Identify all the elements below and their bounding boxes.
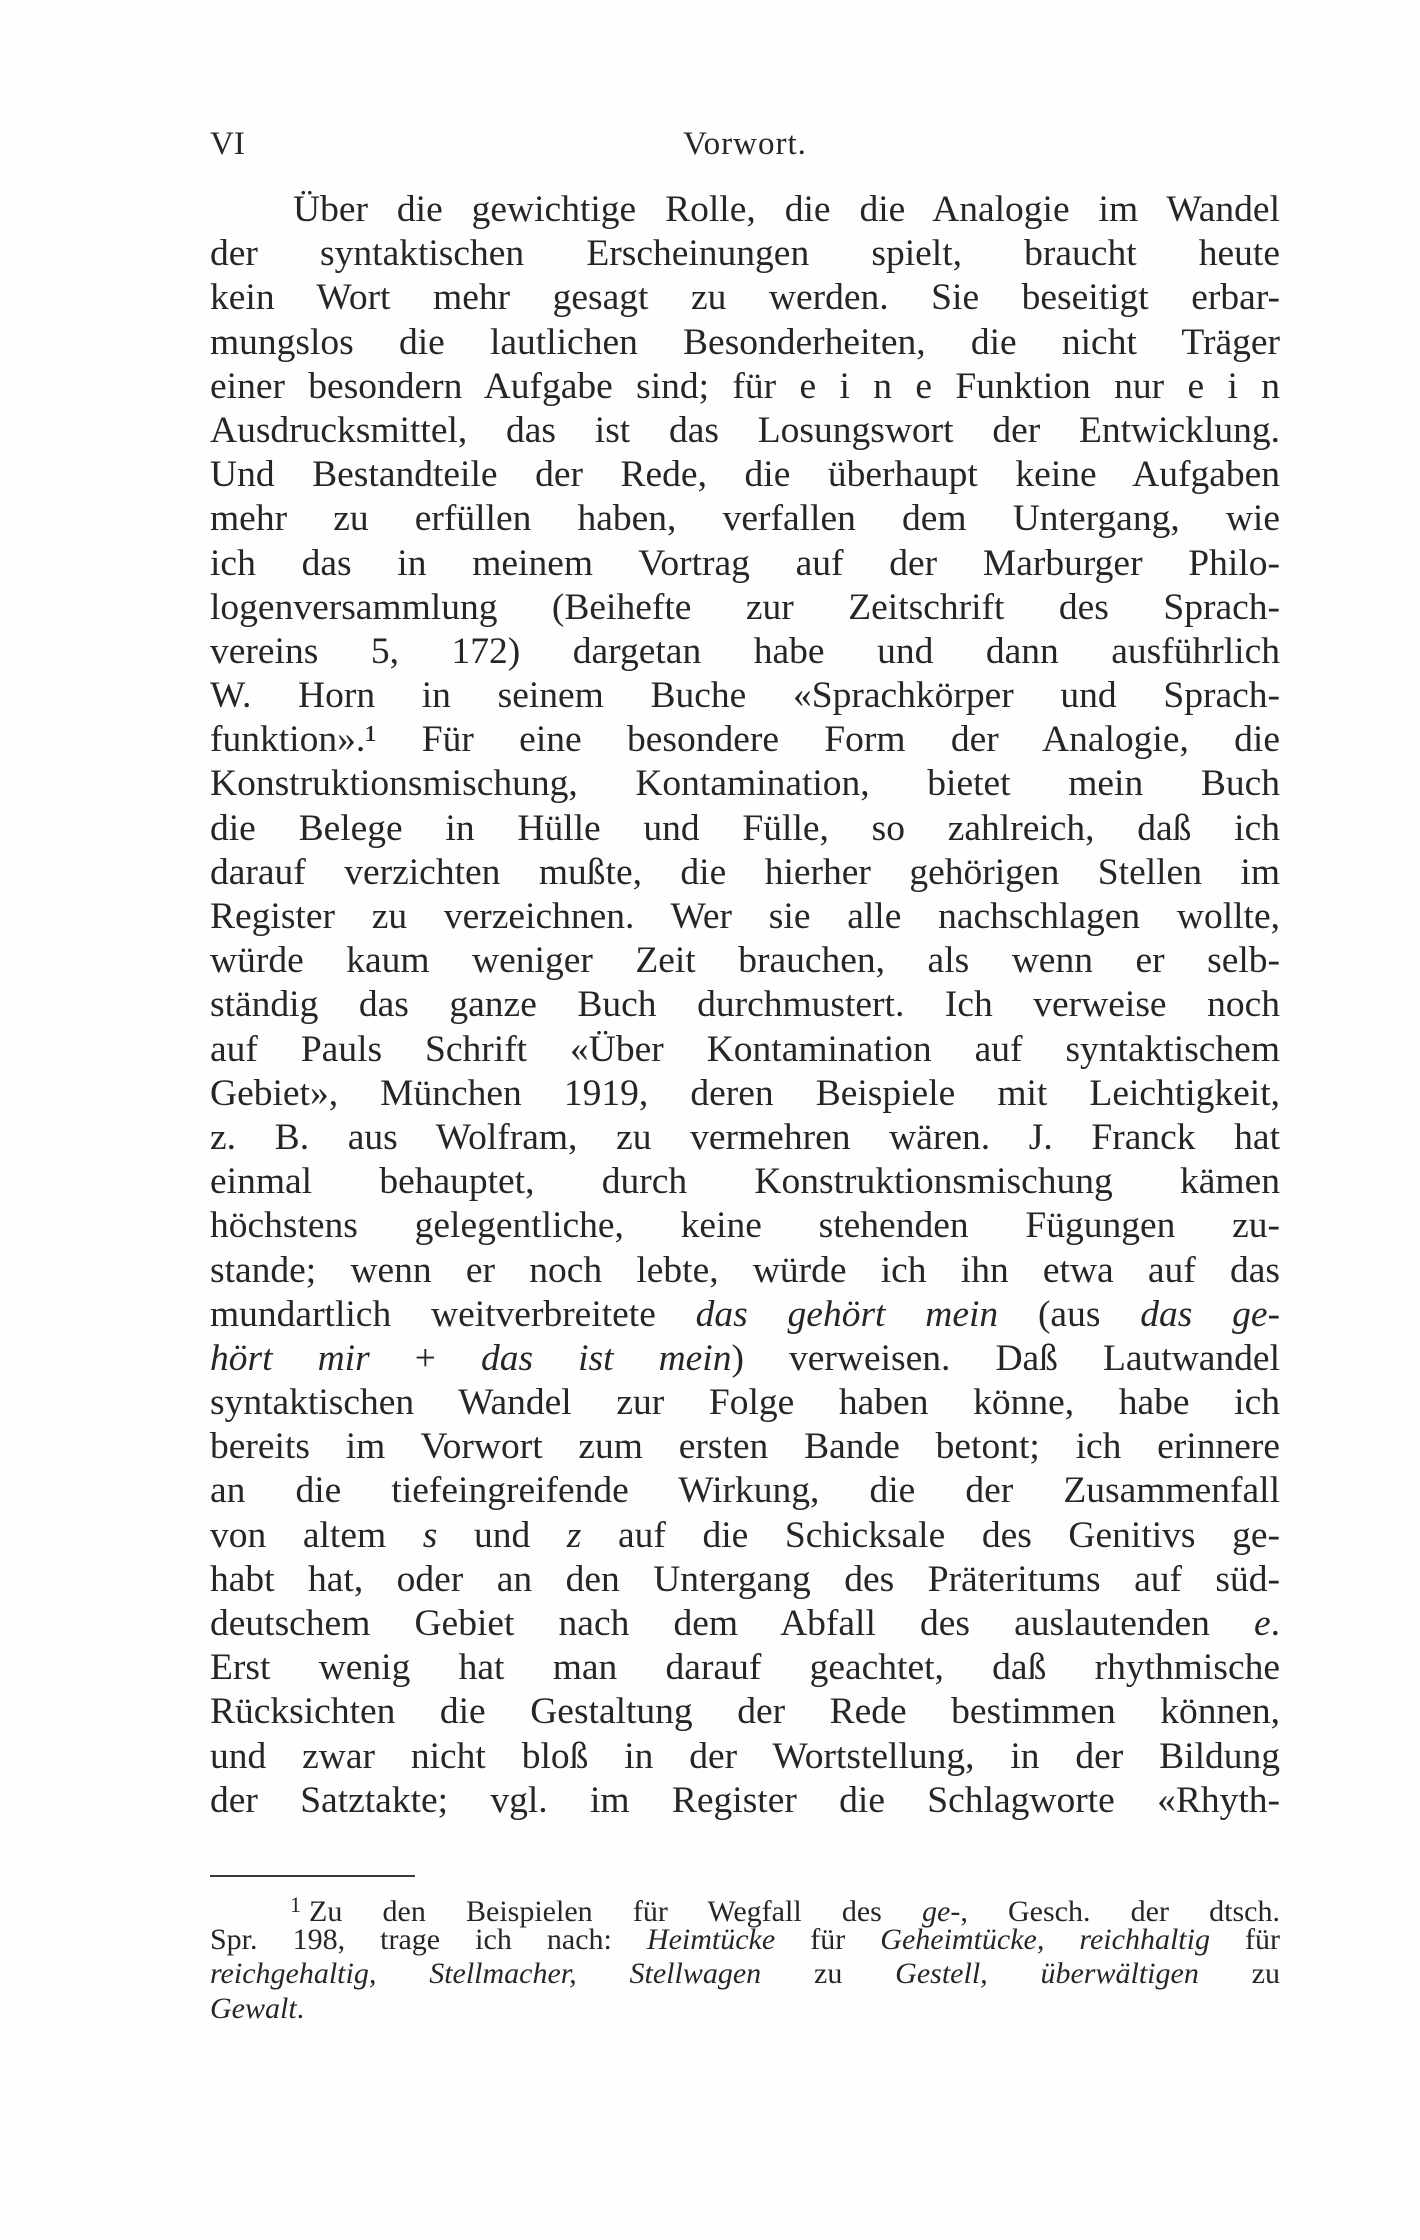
- italic-letter: z: [566, 1514, 582, 1556]
- text-segment: für: [1209, 1922, 1280, 1956]
- text-line: habt hat, oder an den Untergang des Präteritums auf süd-: [210, 1558, 1280, 1600]
- text-line: vereins 5, 172) dargetan habe und dann ausführlich: [210, 630, 1280, 672]
- text-segment: (aus: [998, 1293, 1141, 1335]
- text-line: Und Bestandteile der Rede, die überhaupt keine Aufgaben: [210, 454, 1280, 496]
- text-segment: .: [296, 1991, 305, 2025]
- text-line: logenversammlung (Beihefte zur Zeitschrift des Sprach-: [210, 586, 1280, 628]
- text-segment: .: [1270, 1603, 1280, 1644]
- text-segment: mundartlich weitverbreitete: [210, 1293, 696, 1335]
- italic-example: das ge-: [1140, 1293, 1280, 1335]
- text-line: der syntaktischen Erscheinungen spielt, braucht heute: [210, 233, 1280, 275]
- text-line: Erst wenig hat man darauf geachtet, daß rhythmische: [210, 1647, 1280, 1689]
- text-line: Rücksichten die Gestaltung der Rede bestimmen können,: [210, 1691, 1280, 1733]
- text-segment: Spr. 198, trage ich nach:: [210, 1922, 647, 1956]
- footnote-line: [210, 1888, 1280, 1928]
- text-line: kein Wort mehr gesagt zu werden. Sie beseitigt erbar-: [210, 277, 1280, 319]
- text-line: funktion».¹ Für eine besondere Form der Analogie, die: [210, 719, 1280, 761]
- text-line: einmal behauptet, durch Konstruktionsmischung kämen: [210, 1161, 1280, 1203]
- text-line: an die tiefeingreifende Wirkung, die der Zusammenfall: [210, 1470, 1280, 1512]
- text-segment: für: [775, 1922, 881, 1956]
- italic-letter: s: [422, 1514, 438, 1556]
- italic-example: das gehört mein: [695, 1293, 999, 1335]
- italic-example: das ist mein: [480, 1337, 732, 1379]
- text-line: bereits im Vorwort zum ersten Bande betont; ich erinnere: [210, 1426, 1280, 1468]
- footnote-marker: 1: [290, 1892, 301, 1917]
- text-line: mungslos die lautlichen Besonderheiten, die nicht Träger: [210, 321, 1280, 363]
- text-segment: deutschem Gebiet nach dem Abfall des auslautenden: [210, 1603, 1254, 1644]
- footnote-line: [210, 1992, 1280, 2027]
- italic-example: Geheimtücke, reichhaltig: [880, 1922, 1210, 1956]
- text-line: [210, 1602, 1280, 1646]
- text-line: darauf verzichten mußte, die hierher gehörigen Stellen im: [210, 851, 1280, 893]
- text-line: die Belege in Hülle und Fülle, so zahlreich, daß ich: [210, 807, 1280, 849]
- italic-example: Heimtücke: [646, 1922, 776, 1956]
- body-text: [210, 188, 1280, 1823]
- running-title: Vorwort.: [683, 126, 807, 162]
- text-line: einer besondern Aufgabe sind; für e i n e Funktion nur e i n: [210, 365, 1280, 407]
- footnote-line: [210, 1957, 1280, 1992]
- footnote: [210, 1888, 1280, 2026]
- text-line: stande; wenn er noch lebte, würde ich ihn etwa auf das: [210, 1249, 1280, 1291]
- text-line: [210, 1293, 1280, 1337]
- text-line: z. B. aus Wolfram, zu vermehren wären. J. Franck hat: [210, 1116, 1280, 1158]
- text-segment: zu: [761, 1957, 896, 1990]
- text-line: ich das in meinem Vortrag auf der Marburger Philo-: [210, 542, 1280, 584]
- plus-sign: +: [369, 1337, 481, 1379]
- text-segment: zu: [1198, 1957, 1280, 1990]
- text-segment: auf die Schicksale des Genitivs ge-: [581, 1514, 1280, 1556]
- text-segment: von altem: [210, 1514, 423, 1556]
- italic-letter: e: [1253, 1603, 1271, 1644]
- text-line: syntaktischen Wandel zur Folge haben könne, habe ich: [210, 1382, 1280, 1424]
- text-segment: ) verweisen. Daß Lautwandel: [731, 1337, 1280, 1379]
- text-line: Ausdrucksmittel, das ist das Losungswort der Entwicklung.: [210, 409, 1280, 451]
- text-line: Konstruktionsmischung, Kontamination, bietet mein Buch: [210, 763, 1280, 805]
- italic-example: ge-: [922, 1895, 961, 1928]
- text-line: ständig das ganze Buch durchmustert. Ich verweise noch: [210, 984, 1280, 1026]
- text-segment: Zu den Beispielen für Wegfall des: [309, 1895, 923, 1928]
- text-line: würde kaum weniger Zeit brauchen, als wenn er selb-: [210, 940, 1280, 982]
- text-line: Gebiet», München 1919, deren Beispiele mit Leichtigkeit,: [210, 1072, 1280, 1114]
- footnote-divider: [210, 1875, 415, 1877]
- text-line: auf Pauls Schrift «Über Kontamination auf syntaktischem: [210, 1028, 1280, 1070]
- page-number: VI: [210, 126, 245, 162]
- italic-example: Gestell, überwältigen: [895, 1957, 1199, 1990]
- text-line: Über die gewichtige Rolle, die die Analogie im Wandel: [293, 189, 1280, 230]
- footnote-line: [210, 1923, 1280, 1958]
- text-line: höchstens gelegentliche, keine stehenden Fügungen zu-: [210, 1205, 1280, 1247]
- text-segment: , Gesch. der dtsch.: [960, 1895, 1280, 1928]
- italic-example: reichgehaltig, Stellmacher, Stellwagen: [210, 1957, 762, 1990]
- text-line: mehr zu erfüllen haben, verfallen dem Untergang, wie: [210, 498, 1280, 540]
- page-header: [210, 122, 1280, 166]
- text-line: und zwar nicht bloß in der Wortstellung, in der Bildung: [210, 1735, 1280, 1777]
- text-line: [210, 1337, 1280, 1381]
- italic-example: hört mir: [210, 1337, 370, 1379]
- text-line: W. Horn in seinem Buche «Sprachkörper und Sprach-: [210, 675, 1280, 717]
- text-line: [210, 1514, 1280, 1558]
- italic-example: Gewalt: [210, 1991, 297, 2025]
- text-segment: und: [437, 1514, 567, 1556]
- text-line: der Satztakte; vgl. im Register die Schlagworte «Rhyth-: [210, 1779, 1280, 1821]
- text-line: Register zu verzeichnen. Wer sie alle nachschlagen wollte,: [210, 896, 1280, 937]
